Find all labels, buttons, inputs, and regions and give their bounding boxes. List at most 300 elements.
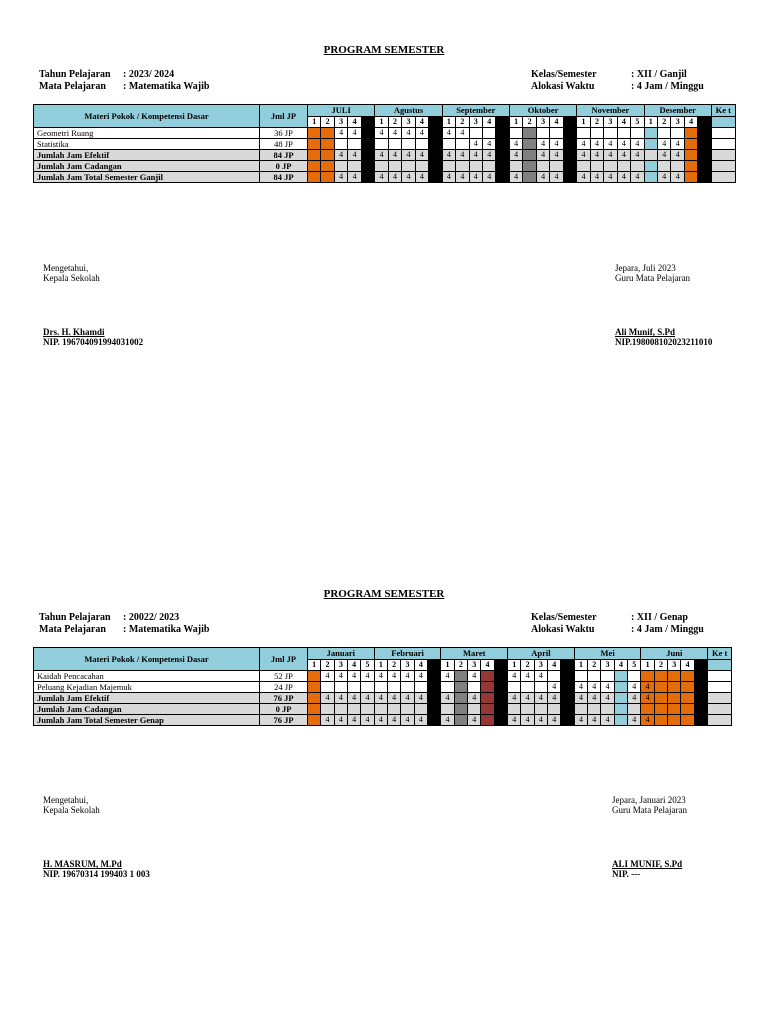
- row-ket: [708, 693, 732, 704]
- week-cell: 4: [414, 671, 427, 682]
- week-number: 4: [550, 116, 563, 128]
- week-cell: 4: [508, 671, 521, 682]
- header-month: Mei: [574, 648, 641, 660]
- week-cell: [308, 693, 321, 704]
- week-cell: [523, 139, 536, 150]
- week-cell: 4: [388, 693, 401, 704]
- info-right: [531, 69, 704, 93]
- table-row: [34, 715, 732, 726]
- week-cell: [523, 172, 536, 183]
- week-cell: [536, 128, 549, 139]
- row-jml-jp: 24 JP: [260, 682, 308, 693]
- week-cell: [454, 715, 467, 726]
- week-cell: 4: [348, 172, 361, 183]
- info-left: [39, 69, 209, 93]
- table-row: [34, 172, 736, 183]
- week-cell: 4: [534, 715, 547, 726]
- week-number: 4: [684, 116, 697, 128]
- header-ket: Ke t: [711, 105, 735, 117]
- week-cell: [374, 704, 387, 715]
- tahun-value: : 20022/ 2023: [123, 612, 180, 623]
- week-cell: 4: [334, 671, 347, 682]
- week-cell: [308, 139, 321, 150]
- week-cell: 4: [641, 682, 654, 693]
- week-cell: 4: [550, 172, 563, 183]
- week-number: 4: [681, 659, 694, 671]
- week-cell: 4: [483, 172, 496, 183]
- week-number: 2: [454, 659, 467, 671]
- row-ket: [711, 161, 735, 172]
- week-cell: [534, 682, 547, 693]
- week-number: 1: [375, 116, 388, 128]
- week-cell: [644, 161, 657, 172]
- week-cell: [401, 682, 414, 693]
- sig-name: H. MASRUM, M.Pd: [43, 859, 122, 869]
- week-cell: [574, 671, 587, 682]
- week-cell: [496, 139, 509, 150]
- week-cell: [468, 682, 481, 693]
- row-jml-jp: 84 JP: [260, 172, 308, 183]
- header-month: Oktober: [509, 105, 576, 117]
- page-title: PROGRAM SEMESTER: [323, 588, 445, 600]
- kelas-label: Kelas/Semester: [531, 69, 597, 80]
- week-number: 3: [468, 659, 481, 671]
- week-cell: [654, 693, 667, 704]
- week-number: 1: [577, 116, 590, 128]
- week-cell: 4: [590, 150, 603, 161]
- week-cell: 4: [468, 693, 481, 704]
- row-jml-jp: 84 JP: [260, 150, 308, 161]
- week-cell: 4: [442, 128, 455, 139]
- week-cell: 4: [334, 715, 347, 726]
- week-number: 2: [588, 659, 601, 671]
- header-month: Maret: [441, 648, 508, 660]
- week-number: 1: [574, 659, 587, 671]
- week-cell: 4: [375, 150, 388, 161]
- week-cell: [428, 715, 441, 726]
- week-number: 1: [508, 659, 521, 671]
- week-cell: 4: [550, 139, 563, 150]
- week-cell: [481, 693, 494, 704]
- week-cell: [684, 139, 697, 150]
- week-cell: [375, 139, 388, 150]
- header-month: November: [577, 105, 644, 117]
- week-cell: 4: [574, 715, 587, 726]
- week-cell: [644, 139, 657, 150]
- week-number: 3: [402, 116, 415, 128]
- week-cell: [681, 682, 694, 693]
- week-cell: [658, 161, 671, 172]
- week-cell: [684, 172, 697, 183]
- week-number: 1: [308, 116, 321, 128]
- week-cell: [388, 161, 401, 172]
- mapel-value: : Matematika Wajib: [123, 624, 210, 635]
- week-cell: [641, 671, 654, 682]
- week-cell: [509, 161, 522, 172]
- week-number: 4: [415, 116, 428, 128]
- week-cell: 4: [361, 671, 374, 682]
- week-cell: [563, 128, 577, 139]
- week-cell: [442, 139, 455, 150]
- week-cell: 4: [671, 139, 684, 150]
- week-cell: [684, 161, 697, 172]
- row-materi: Jumlah Jam Efektif: [34, 150, 260, 161]
- week-cell: [698, 172, 711, 183]
- week-number: 1: [308, 659, 321, 671]
- table-row: [34, 704, 732, 715]
- week-cell: 4: [536, 139, 549, 150]
- week-cell: 4: [361, 715, 374, 726]
- week-cell: [308, 671, 321, 682]
- week-cell: [644, 128, 657, 139]
- week-number: 2: [321, 659, 334, 671]
- info-left: [39, 612, 209, 636]
- week-cell: 4: [429, 172, 443, 183]
- week-cell: [321, 682, 334, 693]
- week-cell: [428, 671, 441, 682]
- week-cell: 4: [456, 150, 469, 161]
- week-cell: [614, 671, 627, 682]
- week-number: [698, 116, 711, 128]
- week-cell: 4: [347, 693, 360, 704]
- alokasi-value: : 4 Jam / Minggu: [631, 624, 704, 635]
- week-number: [494, 659, 507, 671]
- sig-name: Drs. H. Khamdi: [43, 327, 105, 337]
- header-jml-jp: Jml JP: [260, 648, 308, 671]
- table-row: [34, 682, 732, 693]
- week-cell: [496, 161, 509, 172]
- week-cell: 4: [671, 150, 684, 161]
- info-right: [531, 612, 704, 636]
- week-cell: [698, 128, 711, 139]
- week-cell: [483, 128, 496, 139]
- week-cell: [361, 172, 375, 183]
- tahun-label: Tahun Pelajaran: [39, 69, 111, 80]
- week-number: [563, 116, 577, 128]
- week-cell: 4: [601, 693, 614, 704]
- week-cell: [442, 161, 455, 172]
- week-cell: [469, 161, 482, 172]
- row-materi: Jumlah Jam Total Semester Genap: [34, 715, 260, 726]
- week-cell: [550, 128, 563, 139]
- week-cell: 4: [588, 693, 601, 704]
- week-cell: 4: [631, 139, 644, 150]
- sig-nip: NIP. ---: [612, 869, 641, 879]
- week-number: 1: [641, 659, 654, 671]
- week-cell: [588, 671, 601, 682]
- week-cell: [361, 682, 374, 693]
- row-jml-jp: 76 JP: [260, 715, 308, 726]
- week-cell: 4: [590, 172, 603, 183]
- week-cell: [456, 161, 469, 172]
- week-cell: [694, 693, 707, 704]
- week-number: 5: [361, 659, 374, 671]
- week-cell: 4: [347, 671, 360, 682]
- week-number: 1: [374, 659, 387, 671]
- week-cell: [614, 715, 627, 726]
- week-cell: 4: [402, 128, 415, 139]
- table-row: [34, 693, 732, 704]
- row-ket: [711, 150, 735, 161]
- week-cell: [481, 704, 494, 715]
- week-cell: 4: [442, 172, 455, 183]
- week-cell: 4: [588, 715, 601, 726]
- week-cell: [454, 704, 467, 715]
- week-number: [561, 659, 574, 671]
- sig-mengetahui: Mengetahui,: [43, 263, 89, 273]
- week-cell: [590, 161, 603, 172]
- signature-right: [612, 795, 687, 879]
- week-cell: [550, 161, 563, 172]
- header-materi: Materi Pokok / Kompetensi Dasar: [34, 648, 260, 671]
- week-cell: [654, 682, 667, 693]
- week-cell: [617, 128, 630, 139]
- sig-role: Kepala Sekolah: [43, 273, 100, 283]
- week-cell: [308, 704, 321, 715]
- week-number: [361, 116, 375, 128]
- week-cell: 4: [631, 150, 644, 161]
- week-cell: [561, 671, 574, 682]
- header-jml-jp: Jml JP: [260, 105, 308, 128]
- week-cell: 4: [442, 150, 455, 161]
- week-number: 4: [348, 116, 361, 128]
- week-cell: [561, 715, 574, 726]
- week-cell: 4: [508, 715, 521, 726]
- row-materi: Statistika: [34, 139, 260, 150]
- week-number: 2: [388, 116, 401, 128]
- week-cell: [454, 682, 467, 693]
- week-number: 2: [523, 116, 536, 128]
- week-number: [496, 116, 509, 128]
- week-cell: [614, 682, 627, 693]
- sig-role: Kepala Sekolah: [43, 805, 100, 815]
- week-cell: [548, 671, 561, 682]
- row-jml-jp: 0 JP: [260, 161, 308, 172]
- week-cell: 4: [601, 715, 614, 726]
- week-cell: 4: [509, 172, 522, 183]
- tahun-label: Tahun Pelajaran: [39, 612, 111, 623]
- week-cell: 4: [577, 139, 590, 150]
- mapel-label: Mata Pelajaran: [39, 81, 106, 92]
- week-cell: [414, 704, 427, 715]
- signature-left: [43, 795, 150, 879]
- week-cell: [308, 682, 321, 693]
- week-cell: [604, 161, 617, 172]
- week-cell: [494, 715, 507, 726]
- week-cell: [684, 150, 697, 161]
- week-number: 1: [442, 116, 455, 128]
- week-cell: [628, 704, 641, 715]
- week-number: 3: [401, 659, 414, 671]
- week-number: 2: [388, 659, 401, 671]
- signature-left: [43, 263, 143, 347]
- week-cell: [481, 682, 494, 693]
- week-cell: 4: [521, 693, 534, 704]
- week-cell: [321, 150, 334, 161]
- week-cell: [415, 139, 428, 150]
- week-cell: 4: [388, 128, 401, 139]
- week-cell: 4: [415, 150, 428, 161]
- week-number: 4: [614, 659, 627, 671]
- week-cell: 4: [617, 172, 630, 183]
- week-cell: [348, 161, 361, 172]
- week-cell: 4: [617, 150, 630, 161]
- week-cell: [671, 128, 684, 139]
- week-cell: 4: [374, 693, 387, 704]
- week-cell: 4: [441, 715, 454, 726]
- week-cell: 4: [550, 150, 563, 161]
- sig-role: Guru Mata Pelajaran: [612, 805, 687, 815]
- week-cell: 4: [641, 715, 654, 726]
- row-materi: Kaidah Pencacahan: [34, 671, 260, 682]
- week-cell: [388, 139, 401, 150]
- week-cell: [644, 172, 657, 183]
- mapel-value: : Matematika Wajib: [123, 81, 210, 92]
- week-cell: [454, 671, 467, 682]
- week-cell: [681, 671, 694, 682]
- week-cell: 4: [469, 139, 482, 150]
- week-cell: [561, 693, 574, 704]
- week-cell: [308, 172, 321, 183]
- table-row: [34, 161, 736, 172]
- week-cell: 4: [483, 139, 496, 150]
- week-cell: [698, 161, 711, 172]
- row-ket: [711, 128, 735, 139]
- week-cell: [402, 139, 415, 150]
- sig-place-date: Jepara, Juli 2023: [615, 263, 676, 273]
- week-cell: 4: [588, 682, 601, 693]
- header-month: September: [442, 105, 509, 117]
- week-number: [428, 659, 441, 671]
- week-cell: [454, 693, 467, 704]
- sig-name: ALI MUNIF, S.Pd: [612, 859, 683, 869]
- week-number: 4: [548, 659, 561, 671]
- week-cell: 4: [441, 671, 454, 682]
- header-month: Februari: [374, 648, 441, 660]
- week-cell: 4: [401, 693, 414, 704]
- week-cell: [534, 704, 547, 715]
- row-materi: Geometri Ruang: [34, 128, 260, 139]
- week-cell: 4: [321, 671, 334, 682]
- week-cell: 4: [658, 172, 671, 183]
- week-number: 5: [628, 659, 641, 671]
- week-cell: [508, 704, 521, 715]
- week-cell: [684, 128, 697, 139]
- week-cell: [402, 161, 415, 172]
- week-cell: [441, 704, 454, 715]
- week-cell: 4: [521, 715, 534, 726]
- week-number: 5: [631, 116, 644, 128]
- week-number: 2: [658, 116, 671, 128]
- week-cell: [681, 715, 694, 726]
- week-number: [694, 659, 707, 671]
- kelas-value: : XII / Ganjil: [631, 69, 687, 80]
- week-cell: 4: [402, 150, 415, 161]
- week-cell: [694, 704, 707, 715]
- sig-nip: NIP. 196704091994031002: [43, 337, 144, 347]
- week-number: 2: [654, 659, 667, 671]
- week-cell: [469, 128, 482, 139]
- week-cell: [494, 682, 507, 693]
- header-month: April: [508, 648, 575, 660]
- kelas-label: Kelas/Semester: [531, 612, 597, 623]
- week-cell: [563, 161, 577, 172]
- week-cell: [536, 161, 549, 172]
- row-ket: [708, 682, 732, 693]
- semester-table-genap: [33, 647, 732, 726]
- week-cell: [481, 715, 494, 726]
- week-number: 1: [441, 659, 454, 671]
- week-cell: 4: [508, 693, 521, 704]
- week-cell: 4: [509, 139, 522, 150]
- kelas-value: : XII / Genap: [631, 612, 688, 623]
- week-cell: [668, 693, 681, 704]
- week-cell: [604, 128, 617, 139]
- week-cell: 4: [628, 715, 641, 726]
- week-cell: [348, 139, 361, 150]
- week-cell: 4: [334, 128, 347, 139]
- week-cell: [614, 704, 627, 715]
- week-cell: 4: [429, 150, 443, 161]
- week-cell: 4: [604, 139, 617, 150]
- week-cell: [523, 128, 536, 139]
- alokasi-label: Alokasi Waktu: [531, 624, 595, 635]
- signature-right: [615, 263, 712, 347]
- week-cell: 4: [577, 150, 590, 161]
- table-row: [34, 671, 732, 682]
- week-cell: 4: [415, 128, 428, 139]
- week-cell: [658, 128, 671, 139]
- week-cell: 4: [534, 693, 547, 704]
- week-cell: [388, 682, 401, 693]
- week-cell: 4: [469, 150, 482, 161]
- week-cell: [361, 139, 375, 150]
- week-cell: 4: [483, 150, 496, 161]
- row-materi: Jumlah Jam Total Semester Ganjil: [34, 172, 260, 183]
- week-cell: 4: [321, 715, 334, 726]
- week-cell: [694, 682, 707, 693]
- row-materi: Peluang Kejadian Majemuk: [34, 682, 260, 693]
- row-materi: Jumlah Jam Cadangan: [34, 161, 260, 172]
- sig-role: Guru Mata Pelajaran: [615, 273, 690, 283]
- week-cell: 4: [375, 128, 388, 139]
- week-number: 3: [334, 116, 347, 128]
- week-cell: [321, 161, 334, 172]
- week-number: 1: [509, 116, 522, 128]
- week-cell: [321, 172, 334, 183]
- week-cell: [698, 139, 711, 150]
- sig-nip: NIP. 19670314 199403 1 003: [43, 869, 150, 879]
- week-cell: 4: [628, 693, 641, 704]
- week-cell: [496, 128, 509, 139]
- week-cell: 4: [548, 715, 561, 726]
- sig-name: Ali Munif, S.Pd: [615, 327, 676, 337]
- week-number: 2: [321, 116, 334, 128]
- header-month: Juni: [641, 648, 708, 660]
- week-cell: [414, 682, 427, 693]
- week-cell: 4: [374, 715, 387, 726]
- week-cell: [694, 715, 707, 726]
- week-number: 4: [414, 659, 427, 671]
- week-cell: [574, 704, 587, 715]
- week-number: 2: [456, 116, 469, 128]
- week-cell: 4: [414, 693, 427, 704]
- week-cell: [321, 139, 334, 150]
- week-cell: [601, 671, 614, 682]
- week-cell: 4: [536, 172, 549, 183]
- week-cell: [428, 682, 441, 693]
- week-number: 3: [601, 659, 614, 671]
